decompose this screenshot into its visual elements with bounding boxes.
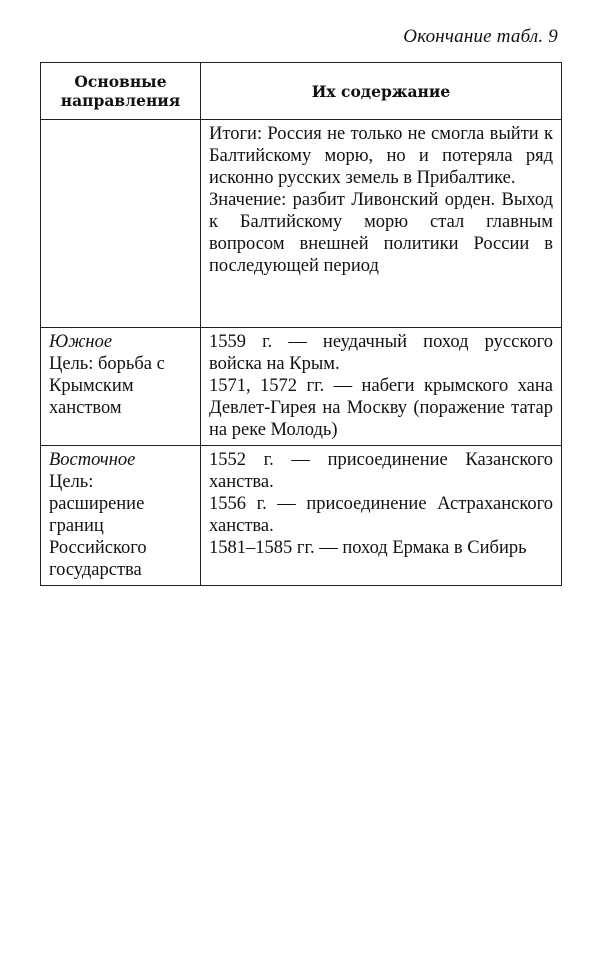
content-paragraph: 1571, 1572 гг. — набеги крымского хана Девлет-Гирея на Москву (поражение татар на реке Молодь)	[209, 376, 553, 440]
content-paragraph: 1556 г. — присоединение Астраханского ханства.	[209, 494, 553, 536]
table-row	[41, 328, 562, 446]
direction-name: Южное	[49, 332, 113, 352]
direction-cell	[41, 328, 201, 446]
content-paragraph: 1552 г. — присоединение Казанского ханства.	[209, 450, 553, 492]
direction-cell	[41, 120, 201, 328]
content-cell	[201, 446, 562, 586]
content-cell	[201, 328, 562, 446]
content-paragraph: 1581–1585 гг. — поход Ермака в Сибирь	[209, 538, 527, 558]
direction-name: Восточное	[49, 450, 136, 470]
content-paragraph: Итоги: Россия не только не смогла выйти к Балтийскому морю, но и потеряла ряд исконно русских земель в Прибалтике.	[209, 124, 553, 188]
header-content: Их содержание	[201, 63, 562, 120]
directions-table	[40, 62, 562, 586]
header-directions: Основные направления	[41, 63, 201, 120]
header-row	[41, 63, 562, 120]
direction-goal: Цель: расширение границ Российского государства	[49, 472, 147, 580]
table-row	[41, 120, 562, 328]
direction-cell	[41, 446, 201, 586]
direction-goal: Цель: борьба с Крымским ханством	[49, 354, 165, 418]
table-row	[41, 446, 562, 586]
table-caption: Окончание табл. 9	[403, 26, 558, 47]
content-paragraph: Значение: разбит Ливонский орден. Выход к Балтийскому морю стал главным вопросом внешней политики России в последующей период	[209, 190, 553, 276]
content-cell	[201, 120, 562, 328]
content-paragraph: 1559 г. — неудачный поход русского войска на Крым.	[209, 332, 553, 374]
